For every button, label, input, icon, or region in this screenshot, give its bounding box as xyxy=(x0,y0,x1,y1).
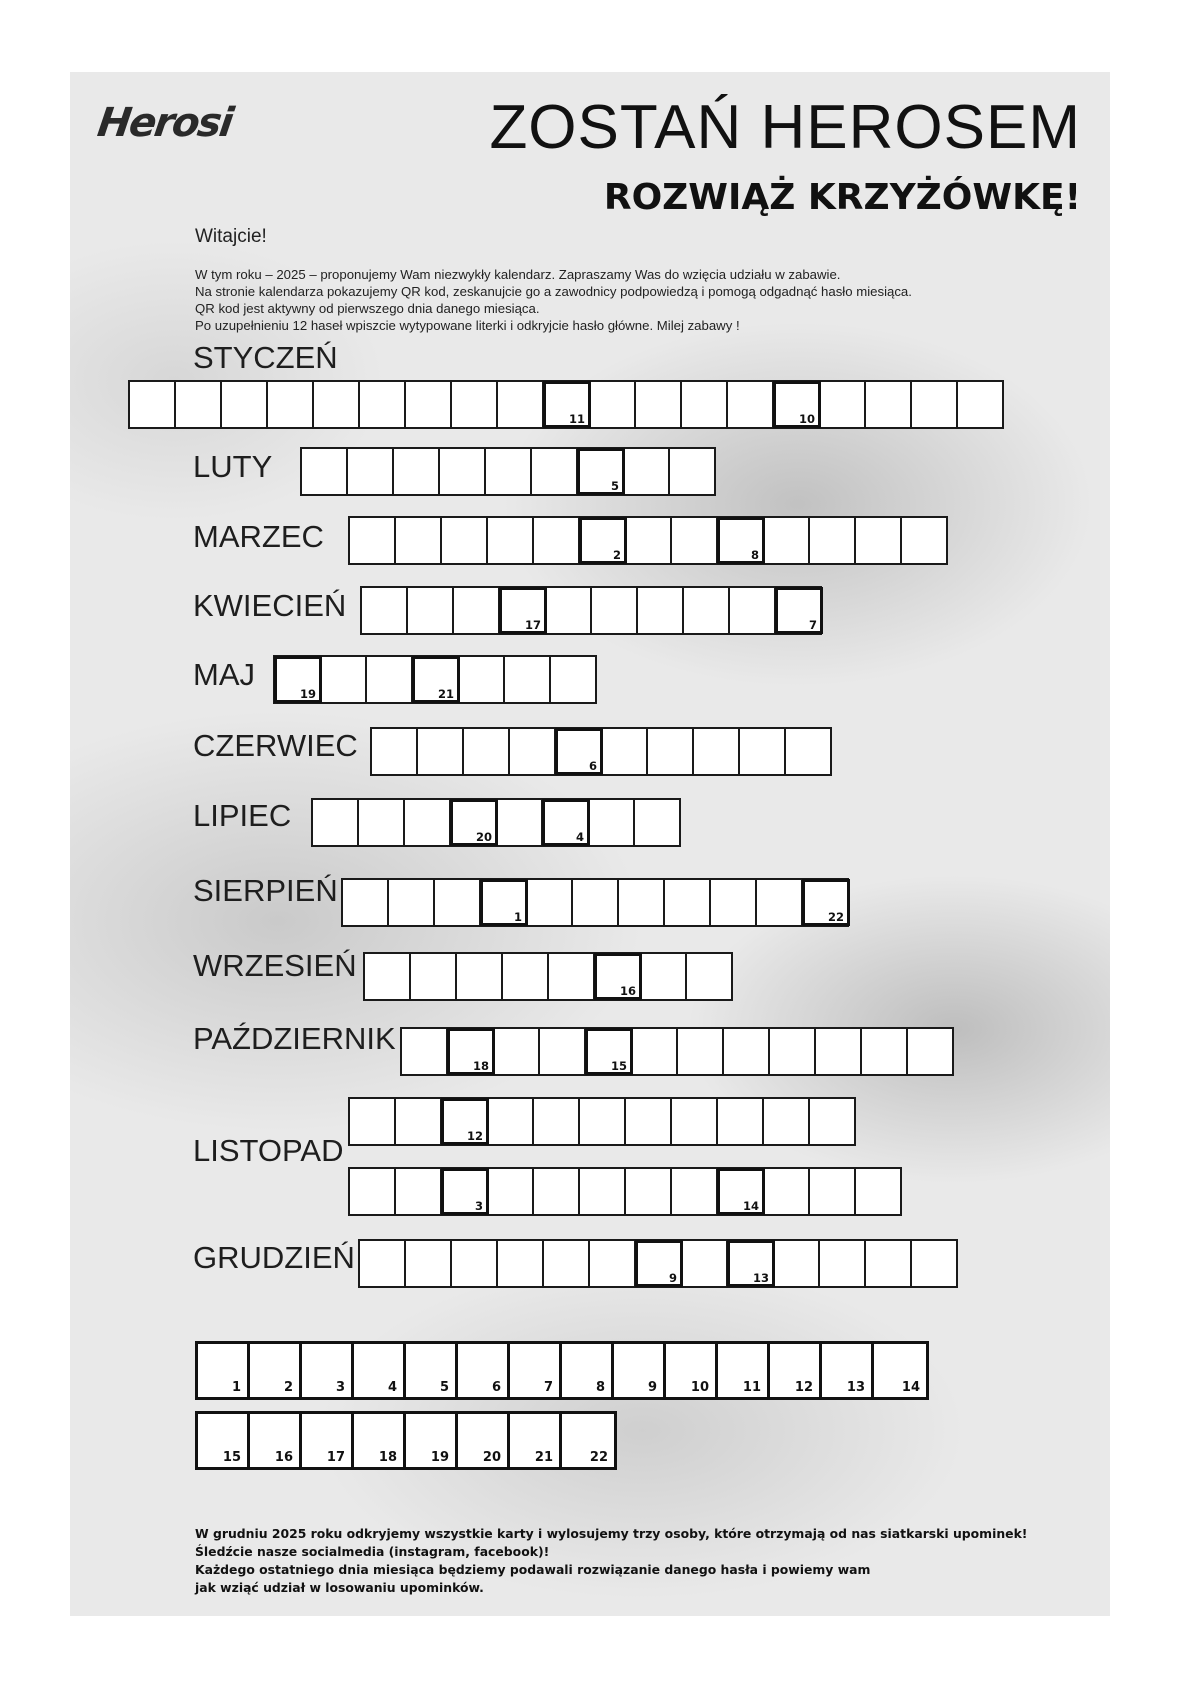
letter-box[interactable] xyxy=(544,1241,590,1286)
letter-box[interactable] xyxy=(396,1169,442,1214)
month-label: STYCZEŃ xyxy=(193,340,338,375)
letter-box[interactable] xyxy=(902,518,948,563)
footer-line: Każdego ostatniego dnia miesiąca będziemy podawali rozwiązanie danego hasła i powiemy wam xyxy=(195,1562,871,1577)
letter-box[interactable] xyxy=(402,1029,448,1074)
footer-line: Śledźcie nasze socialmedia (instagram, facebook)! xyxy=(195,1544,550,1559)
letter-box[interactable] xyxy=(396,518,442,563)
letter-box[interactable] xyxy=(636,1241,682,1286)
letter-box[interactable] xyxy=(672,1169,718,1214)
password-index-number: 17 xyxy=(326,1450,345,1465)
letter-box[interactable] xyxy=(958,382,1004,427)
letter-box[interactable] xyxy=(626,518,672,563)
letter-box[interactable] xyxy=(321,657,367,702)
letter-box[interactable] xyxy=(774,382,820,427)
letter-box[interactable] xyxy=(672,1099,718,1144)
letter-box[interactable] xyxy=(457,954,503,999)
letter-box[interactable] xyxy=(488,1099,534,1144)
letter-box[interactable] xyxy=(360,1241,406,1286)
password-box[interactable] xyxy=(406,1344,458,1397)
letter-index-number: 18 xyxy=(472,1059,489,1073)
letter-index-number: 20 xyxy=(475,830,492,844)
letter-index-number: 14 xyxy=(742,1199,759,1213)
month-label: SIERPIEŃ xyxy=(193,873,338,908)
letter-box[interactable] xyxy=(459,657,505,702)
password-box[interactable] xyxy=(458,1414,510,1467)
password-index-number: 7 xyxy=(543,1380,553,1395)
letter-box[interactable] xyxy=(549,954,595,999)
letter-box[interactable] xyxy=(728,382,774,427)
password-index-number: 2 xyxy=(283,1380,293,1395)
intro-line: Po uzupełnieniu 12 haseł wpiszcie wytypowane literki i odkryjcie hasło główne. Milej zabawy ! xyxy=(195,318,740,333)
password-index-number: 21 xyxy=(534,1450,553,1465)
letter-box[interactable] xyxy=(626,1169,672,1214)
letter-index-number: 10 xyxy=(798,412,815,426)
letter-box[interactable] xyxy=(810,1099,856,1144)
month-label: LIPIEC xyxy=(193,798,292,833)
footer-line: jak wziąć udział w losowaniu upominków. xyxy=(195,1580,484,1595)
letter-box[interactable] xyxy=(454,588,500,633)
answer-row xyxy=(400,1027,954,1076)
letter-box[interactable] xyxy=(350,1169,396,1214)
letter-box[interactable] xyxy=(302,449,348,494)
password-box[interactable] xyxy=(354,1344,406,1397)
letter-index-number: 11 xyxy=(568,412,585,426)
letter-box[interactable] xyxy=(820,1241,866,1286)
letter-box[interactable] xyxy=(682,1241,728,1286)
letter-index-number: 17 xyxy=(524,618,541,632)
letter-box[interactable] xyxy=(314,382,360,427)
letter-box[interactable] xyxy=(498,1241,544,1286)
greeting-text: Witajcie! xyxy=(195,226,267,247)
month-label: WRZESIEŃ xyxy=(193,948,357,983)
month-label: LISTOPAD xyxy=(193,1133,344,1168)
letter-box[interactable] xyxy=(724,1029,770,1074)
letter-index-number: 13 xyxy=(752,1271,769,1285)
letter-box[interactable] xyxy=(580,518,626,563)
letter-index-number: 8 xyxy=(750,548,759,562)
letter-box[interactable] xyxy=(810,518,856,563)
letter-box[interactable] xyxy=(580,1169,626,1214)
letter-box[interactable] xyxy=(534,1169,580,1214)
letter-box[interactable] xyxy=(728,1241,774,1286)
letter-box[interactable] xyxy=(442,1169,488,1214)
letter-box[interactable] xyxy=(365,954,411,999)
letter-box[interactable] xyxy=(406,382,452,427)
letter-box[interactable] xyxy=(176,382,222,427)
password-box[interactable] xyxy=(666,1344,718,1397)
letter-box[interactable] xyxy=(543,800,589,845)
letter-box[interactable] xyxy=(362,588,408,633)
letter-box[interactable] xyxy=(406,1241,452,1286)
letter-box[interactable] xyxy=(546,588,592,633)
letter-box[interactable] xyxy=(718,518,764,563)
letter-box[interactable] xyxy=(682,382,728,427)
letter-box[interactable] xyxy=(641,954,687,999)
password-index-number: 11 xyxy=(742,1380,761,1395)
letter-box[interactable] xyxy=(451,800,497,845)
letter-index-number: 1 xyxy=(513,910,522,924)
letter-box[interactable] xyxy=(442,1099,488,1144)
letter-box[interactable] xyxy=(540,1029,586,1074)
month-label: KWIECIEŃ xyxy=(193,588,347,623)
password-row xyxy=(195,1411,617,1470)
letter-box[interactable] xyxy=(498,382,544,427)
letter-box[interactable] xyxy=(500,588,546,633)
password-index-number: 9 xyxy=(647,1380,657,1395)
password-box[interactable] xyxy=(510,1344,562,1397)
password-box[interactable] xyxy=(510,1414,562,1467)
answer-row xyxy=(370,727,832,776)
password-index-number: 14 xyxy=(901,1380,920,1395)
letter-box[interactable] xyxy=(488,518,534,563)
answer-row xyxy=(348,1167,902,1216)
letter-box[interactable] xyxy=(408,588,454,633)
letter-index-number: 19 xyxy=(299,687,316,701)
password-box[interactable] xyxy=(562,1414,614,1467)
letter-box[interactable] xyxy=(313,800,359,845)
password-index-number: 18 xyxy=(378,1450,397,1465)
answer-row xyxy=(358,1239,958,1288)
letter-box[interactable] xyxy=(856,518,902,563)
letter-box[interactable] xyxy=(389,880,435,925)
letter-box[interactable] xyxy=(348,449,394,494)
letter-box[interactable] xyxy=(413,657,459,702)
letter-box[interactable] xyxy=(372,729,418,774)
letter-index-number: 4 xyxy=(575,830,584,844)
letter-box[interactable] xyxy=(578,449,624,494)
password-index-number: 4 xyxy=(387,1380,397,1395)
letter-index-number: 7 xyxy=(808,618,817,632)
letter-box[interactable] xyxy=(912,382,958,427)
month-label: PAŹDZIERNIK xyxy=(193,1021,396,1056)
letter-box[interactable] xyxy=(665,880,711,925)
password-index-number: 19 xyxy=(430,1450,449,1465)
letter-index-number: 3 xyxy=(474,1199,483,1213)
letter-box[interactable] xyxy=(856,1169,902,1214)
intro-line: Na stronie kalendarza pokazujemy QR kod, zeskanujcie go a zawodnicy podpowiedzą i pomogą odgadnąć hasło miesiąca. xyxy=(195,284,912,299)
letter-box[interactable] xyxy=(452,382,498,427)
letter-box[interactable] xyxy=(862,1029,908,1074)
letter-box[interactable] xyxy=(418,729,464,774)
letter-box[interactable] xyxy=(268,382,314,427)
letter-box[interactable] xyxy=(718,1169,764,1214)
letter-box[interactable] xyxy=(718,1099,764,1144)
password-index-number: 10 xyxy=(690,1380,709,1395)
letter-box[interactable] xyxy=(764,1169,810,1214)
letter-box[interactable] xyxy=(678,1029,724,1074)
letter-box[interactable] xyxy=(394,449,440,494)
intro-paragraph xyxy=(195,266,1055,334)
letter-box[interactable] xyxy=(684,588,730,633)
intro-line: QR kod jest aktywny od pierwszego dnia danego miesiąca. xyxy=(195,301,540,316)
letter-box[interactable] xyxy=(595,954,641,999)
letter-box[interactable] xyxy=(488,1169,534,1214)
letter-box[interactable] xyxy=(497,800,543,845)
letter-box[interactable] xyxy=(624,449,670,494)
month-label: GRUDZIEŃ xyxy=(193,1240,355,1275)
letter-index-number: 5 xyxy=(610,479,619,493)
password-index-number: 12 xyxy=(794,1380,813,1395)
letter-box[interactable] xyxy=(464,729,510,774)
letter-box[interactable] xyxy=(359,800,405,845)
letter-box[interactable] xyxy=(908,1029,954,1074)
page-title: ZOSTAŃ HEROSEM xyxy=(489,93,1081,162)
letter-box[interactable] xyxy=(360,382,406,427)
password-index-number: 20 xyxy=(482,1450,501,1465)
letter-box[interactable] xyxy=(442,518,488,563)
password-box[interactable] xyxy=(406,1414,458,1467)
letter-box[interactable] xyxy=(764,518,810,563)
letter-box[interactable] xyxy=(912,1241,958,1286)
footer-text xyxy=(195,1525,1027,1597)
month-label: MAJ xyxy=(193,657,255,692)
herosi-logo: Herosi xyxy=(94,100,235,146)
letter-box[interactable] xyxy=(635,800,681,845)
password-index-number: 6 xyxy=(491,1380,501,1395)
letter-index-number: 22 xyxy=(827,910,844,924)
answer-row xyxy=(348,1097,856,1146)
letter-box[interactable] xyxy=(672,518,718,563)
answer-row xyxy=(128,380,1004,429)
password-box[interactable] xyxy=(718,1344,770,1397)
password-box[interactable] xyxy=(770,1344,822,1397)
password-box[interactable] xyxy=(302,1344,354,1397)
letter-box[interactable] xyxy=(687,954,733,999)
letter-box[interactable] xyxy=(580,1099,626,1144)
page-subtitle: ROZWIĄŻ KRZYŻÓWKĘ! xyxy=(603,177,1081,218)
letter-box[interactable] xyxy=(590,382,636,427)
intro-line: W tym roku – 2025 – proponujemy Wam niezwykły kalendarz. Zapraszamy Was do wzięcia udziału w zabawie. xyxy=(195,267,841,282)
password-box[interactable] xyxy=(250,1344,302,1397)
letter-box[interactable] xyxy=(534,518,580,563)
letter-box[interactable] xyxy=(757,880,803,925)
footer-line: W grudniu 2025 roku odkryjemy wszystkie karty i wylosujemy trzy osoby, które otrzymają od nas siatkarski upominek! xyxy=(195,1526,1028,1541)
answer-row xyxy=(360,586,822,635)
letter-box[interactable] xyxy=(510,729,556,774)
letter-box[interactable] xyxy=(803,880,849,925)
letter-box[interactable] xyxy=(343,880,389,925)
answer-row xyxy=(300,447,716,496)
letter-box[interactable] xyxy=(532,449,578,494)
password-box[interactable] xyxy=(302,1414,354,1467)
letter-box[interactable] xyxy=(544,382,590,427)
letter-box[interactable] xyxy=(764,1099,810,1144)
month-label: CZERWIEC xyxy=(193,728,358,763)
letter-box[interactable] xyxy=(770,1029,816,1074)
letter-box[interactable] xyxy=(866,382,912,427)
password-box[interactable] xyxy=(562,1344,614,1397)
password-box[interactable] xyxy=(250,1414,302,1467)
letter-box[interactable] xyxy=(774,1241,820,1286)
letter-box[interactable] xyxy=(816,1029,862,1074)
letter-box[interactable] xyxy=(670,449,716,494)
password-box[interactable] xyxy=(354,1414,406,1467)
letter-box[interactable] xyxy=(619,880,665,925)
letter-index-number: 21 xyxy=(437,687,454,701)
password-index-number: 22 xyxy=(589,1450,608,1465)
letter-box[interactable] xyxy=(694,729,740,774)
letter-box[interactable] xyxy=(740,729,786,774)
letter-box[interactable] xyxy=(534,1099,580,1144)
letter-box[interactable] xyxy=(405,800,451,845)
password-index-number: 8 xyxy=(595,1380,605,1395)
password-index-number: 1 xyxy=(231,1380,241,1395)
letter-box[interactable] xyxy=(350,1099,396,1144)
letter-box[interactable] xyxy=(440,449,486,494)
letter-box[interactable] xyxy=(866,1241,912,1286)
answer-row xyxy=(273,655,597,704)
letter-index-number: 12 xyxy=(466,1129,483,1143)
letter-box[interactable] xyxy=(556,729,602,774)
letter-box[interactable] xyxy=(411,954,457,999)
letter-box[interactable] xyxy=(711,880,757,925)
letter-box[interactable] xyxy=(602,729,648,774)
password-box[interactable] xyxy=(198,1414,250,1467)
letter-box[interactable] xyxy=(527,880,573,925)
letter-box[interactable] xyxy=(586,1029,632,1074)
letter-box[interactable] xyxy=(505,657,551,702)
letter-box[interactable] xyxy=(776,588,822,633)
letter-index-number: 2 xyxy=(612,548,621,562)
letter-box[interactable] xyxy=(786,729,832,774)
letter-box[interactable] xyxy=(626,1099,672,1144)
password-index-number: 13 xyxy=(846,1380,865,1395)
letter-box[interactable] xyxy=(592,588,638,633)
month-label: MARZEC xyxy=(193,519,324,554)
answer-row xyxy=(363,952,733,1001)
letter-box[interactable] xyxy=(820,382,866,427)
password-box[interactable] xyxy=(822,1344,874,1397)
password-box[interactable] xyxy=(198,1344,250,1397)
answer-row xyxy=(311,798,681,847)
password-index-number: 3 xyxy=(335,1380,345,1395)
letter-box[interactable] xyxy=(452,1241,498,1286)
letter-index-number: 6 xyxy=(588,759,597,773)
letter-box[interactable] xyxy=(494,1029,540,1074)
month-label: LUTY xyxy=(193,449,273,484)
letter-box[interactable] xyxy=(638,588,684,633)
letter-box[interactable] xyxy=(810,1169,856,1214)
password-index-number: 15 xyxy=(222,1450,241,1465)
letter-box[interactable] xyxy=(275,657,321,702)
letter-box[interactable] xyxy=(632,1029,678,1074)
letter-box[interactable] xyxy=(590,1241,636,1286)
letter-box[interactable] xyxy=(551,657,597,702)
letter-box[interactable] xyxy=(648,729,694,774)
letter-box[interactable] xyxy=(573,880,619,925)
password-box[interactable] xyxy=(874,1344,926,1397)
letter-box[interactable] xyxy=(350,518,396,563)
letter-box[interactable] xyxy=(448,1029,494,1074)
letter-index-number: 9 xyxy=(668,1271,677,1285)
password-row xyxy=(195,1341,929,1400)
password-index-number: 16 xyxy=(274,1450,293,1465)
password-box[interactable] xyxy=(458,1344,510,1397)
letter-index-number: 15 xyxy=(610,1059,627,1073)
password-index-number: 5 xyxy=(439,1380,449,1395)
letter-box[interactable] xyxy=(130,382,176,427)
letter-box[interactable] xyxy=(503,954,549,999)
answer-row xyxy=(341,878,849,927)
letter-box[interactable] xyxy=(486,449,532,494)
letter-box[interactable] xyxy=(589,800,635,845)
letter-box[interactable] xyxy=(730,588,776,633)
letter-box[interactable] xyxy=(481,880,527,925)
letter-index-number: 16 xyxy=(619,984,636,998)
letter-box[interactable] xyxy=(435,880,481,925)
letter-box[interactable] xyxy=(367,657,413,702)
letter-box[interactable] xyxy=(636,382,682,427)
letter-box[interactable] xyxy=(396,1099,442,1144)
letter-box[interactable] xyxy=(222,382,268,427)
answer-row xyxy=(348,516,948,565)
password-box[interactable] xyxy=(614,1344,666,1397)
